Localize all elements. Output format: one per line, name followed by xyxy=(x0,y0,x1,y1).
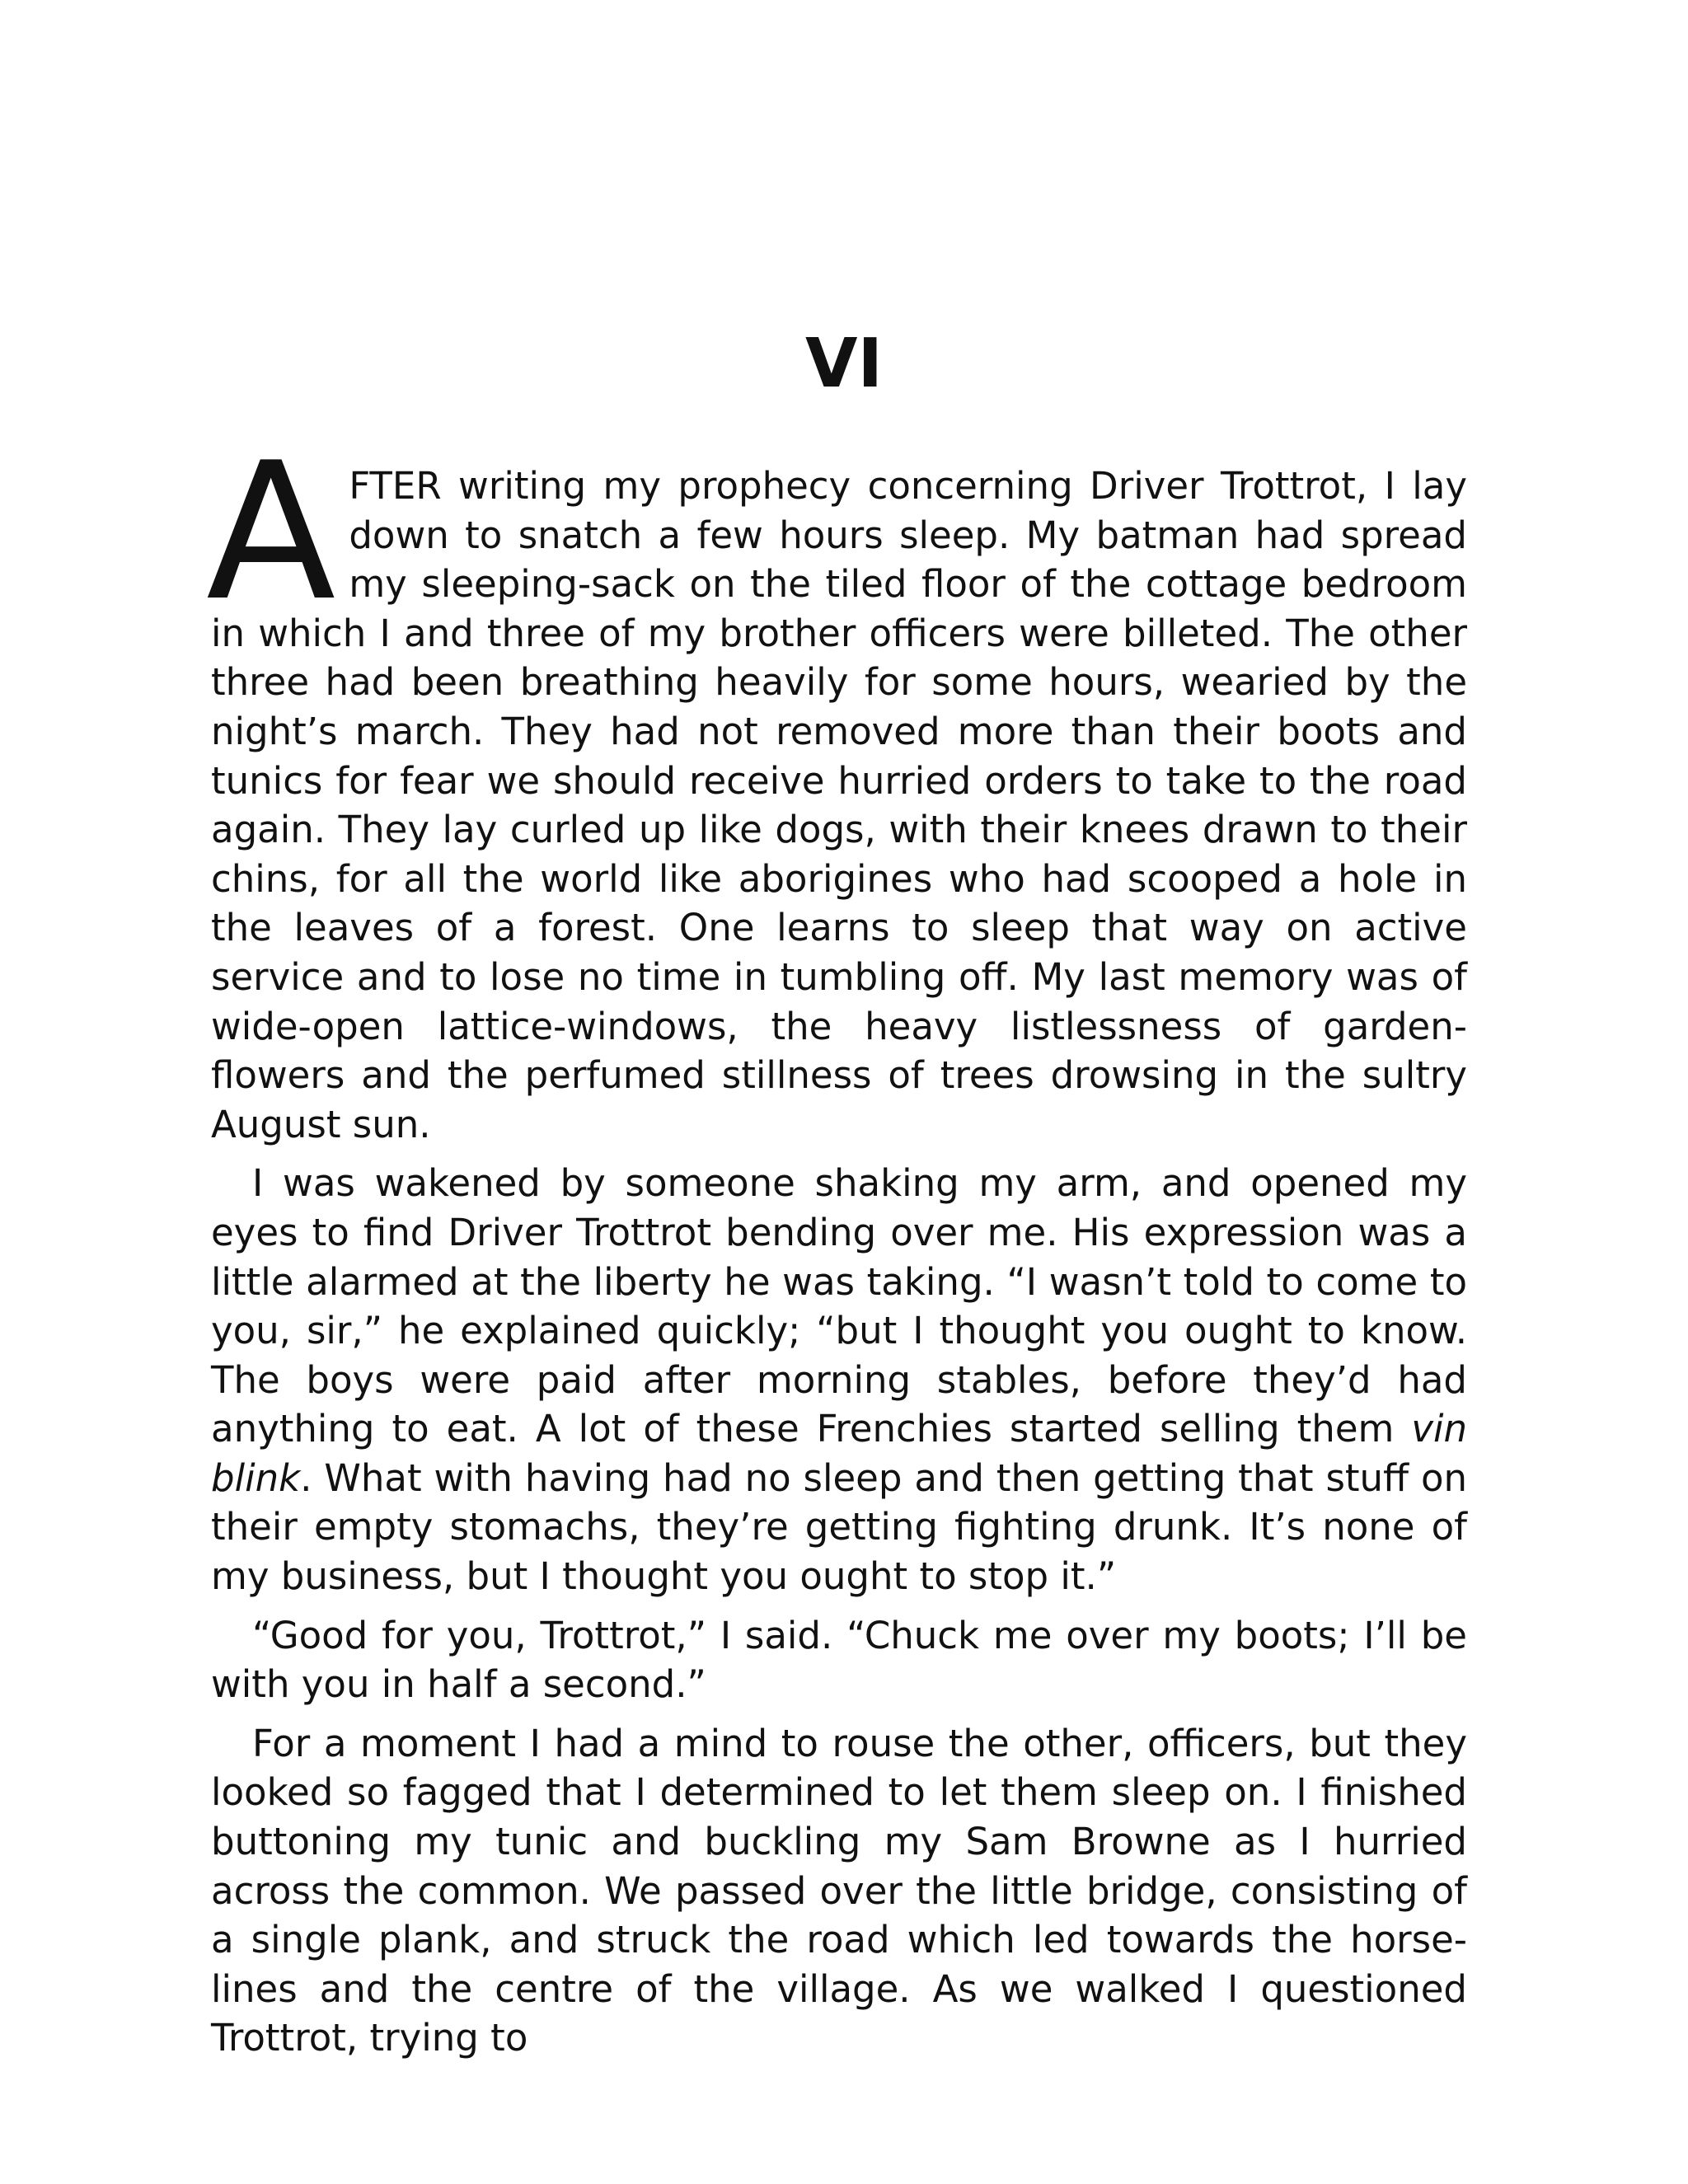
paragraph-2-text-after: . What with having had no sleep and then getting that stuff on their empty stomachs, they’re getting fighting drunk. It’s none of my business, but I thought you ought to stop it.” xyxy=(211,1455,1467,1599)
chapter-body xyxy=(206,423,1467,2063)
chapter-title: VI xyxy=(805,325,883,403)
paragraph-1-text: FTER writing my prophecy concerning Driver Trottrot, I lay down to snatch a few hours sleep. My batman had spread my sleeping-sack on the tiled floor of the cottage bedroom in which I and three of my brother officers were billeted. The other three had been breathing heavily for some hours, wearied by the night’s march. They had not removed more than their boots and tunics for fear we should receive hurried orders to take to the road again. They lay curled up like dogs, with their knees drawn to their chins, for all the world like aborigines who had scooped a hole in the leaves of a forest. One learns to sleep that way on active service and to lose no time in tumbling off. My last memory was of wide-open lattice-windows, the heavy listlessness of garden-flowers and the perfumed stillness of trees drowsing in the sultry August sun. xyxy=(211,464,1467,1146)
paragraph-4-text: For a moment I had a mind to rouse the other, officers, but they looked so fagged that I determined to let them sleep on. I finished buttoning my tunic and buckling my Sam Browne as I hurried across the common. We passed over the little bridge, consisting of a single plank, and struck the road which led towards the horse-lines and the centre of the village. As we walked I questioned Trottrot, trying to xyxy=(211,1721,1467,2060)
paragraph-2-italic: vin blink xyxy=(211,1407,1467,1500)
paragraph-4 xyxy=(211,1719,1467,2063)
paragraph-3 xyxy=(211,1611,1467,1709)
drop-cap: A xyxy=(206,423,336,643)
paragraph-3-text: “Good for you, Trottrot,” I said. “Chuck me over my boots; I’ll be with you in half a second.” xyxy=(211,1613,1467,1707)
paragraph-2-text-before: I was wakened by someone shaking my arm, and opened my eyes to find Driver Trottrot bending over me. His expression was a little alarmed at the liberty he was taking. “I wasn’t told to come to you, sir,” he explained quickly; “but I thought you ought to know. The boys were paid after morning stables, before they’d had anything to eat. A lot of these Frenchies started selling them xyxy=(211,1161,1467,1451)
paragraph-2 xyxy=(211,1159,1467,1601)
paragraph-1 xyxy=(206,423,1467,1149)
